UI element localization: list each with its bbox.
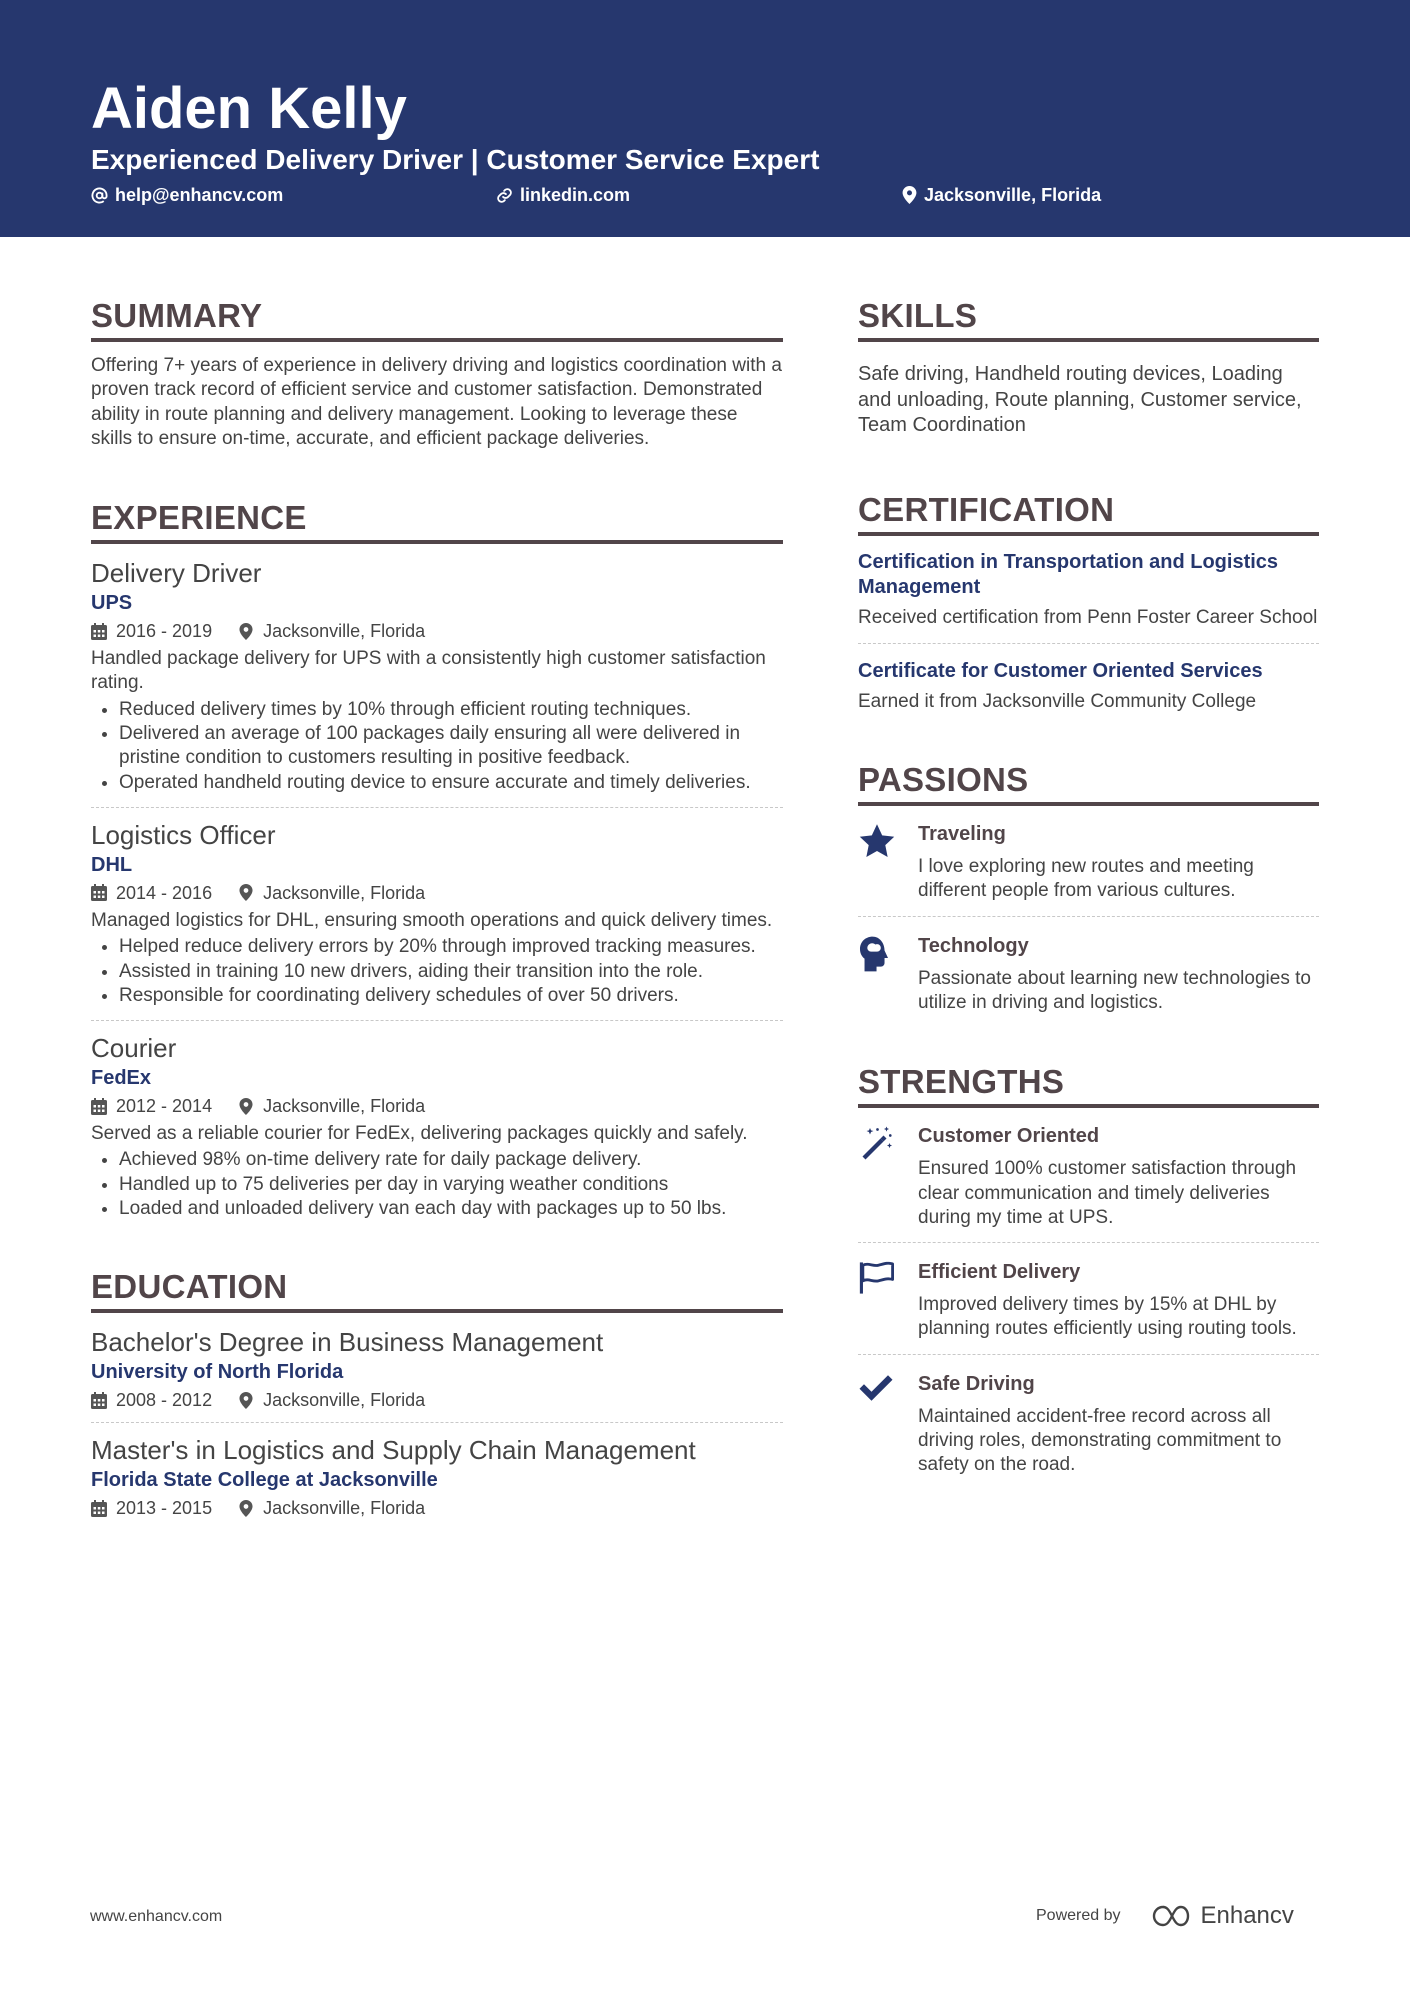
divider bbox=[91, 807, 783, 808]
education-heading: EDUCATION bbox=[91, 1267, 783, 1313]
bullet-item: • Achieved 98% on-time delivery rate for daily package delivery. bbox=[119, 1148, 783, 1172]
calendar-icon bbox=[91, 1392, 107, 1409]
candidate-title: Experienced Delivery Driver | Customer Service Expert bbox=[91, 144, 820, 175]
education-dates: 2008 - 2012 bbox=[116, 1390, 213, 1411]
certification-title: Certification in Transportation and Logistics Management bbox=[858, 550, 1279, 598]
experience-item bbox=[91, 557, 783, 795]
strength-title: Efficient Delivery bbox=[918, 1261, 1081, 1284]
experience-item bbox=[91, 819, 783, 1008]
location-pin-icon bbox=[239, 884, 253, 901]
company-name: UPS bbox=[91, 592, 133, 615]
calendar-icon bbox=[91, 623, 107, 640]
calendar-icon bbox=[91, 884, 107, 901]
degree-title: Master's in Logistics and Supply Chain Management bbox=[91, 1435, 696, 1466]
powered-by-label: Powered by bbox=[1036, 1907, 1121, 1924]
bullet-item: • Reduced delivery times by 10% through efficient routing techniques. bbox=[119, 698, 783, 722]
bullet-item: • Loaded and unloaded delivery van each day with packages up to 50 lbs. bbox=[119, 1197, 783, 1221]
divider bbox=[858, 916, 1319, 917]
passion-title: Technology bbox=[918, 934, 1029, 957]
certification-title: Certificate for Customer Oriented Services bbox=[858, 659, 1263, 682]
left-column bbox=[91, 296, 783, 1524]
divider bbox=[91, 1422, 783, 1423]
checkmark-icon bbox=[858, 1373, 894, 1403]
strength-desc: Improved delivery times by 15% at DHL by planning routes efficiently using routing tools. bbox=[918, 1294, 1297, 1340]
at-icon bbox=[91, 187, 108, 204]
divider bbox=[91, 1020, 783, 1021]
passion-desc: I love exploring new routes and meeting different people from various cultures. bbox=[918, 856, 1254, 902]
education-location: Jacksonville, Florida bbox=[263, 1390, 426, 1411]
strength-item bbox=[858, 1122, 1319, 1230]
education-meta bbox=[91, 1388, 783, 1412]
strengths-heading: STRENGTHS bbox=[858, 1062, 1319, 1108]
footer-website[interactable]: www.enhancv.com bbox=[90, 1908, 223, 1925]
strength-item bbox=[858, 1258, 1319, 1342]
company-name: DHL bbox=[91, 853, 133, 876]
location-pin-icon bbox=[239, 623, 253, 640]
job-description: Handled package delivery for UPS with a consistently high customer satisfaction rating. bbox=[91, 648, 766, 694]
divider bbox=[858, 643, 1319, 644]
strength-title: Safe Driving bbox=[918, 1372, 1035, 1395]
job-bullets bbox=[91, 698, 783, 795]
calendar-icon bbox=[91, 1098, 107, 1115]
job-meta bbox=[91, 619, 783, 643]
bullet-item: • Operated handheld routing device to ensure accurate and timely deliveries. bbox=[119, 771, 783, 795]
strength-desc: Maintained accident-free record across all driving roles, demonstrating commitment to safety on the road. bbox=[918, 1405, 1282, 1476]
skills-text: Safe driving, Handheld routing devices, Loading and unloading, Route planning, Customer service, Team Coordination bbox=[858, 363, 1302, 436]
passion-item bbox=[858, 932, 1319, 1016]
job-dates: 2012 - 2014 bbox=[116, 1096, 213, 1117]
job-title: Courier bbox=[91, 1033, 177, 1064]
strength-item bbox=[858, 1370, 1319, 1478]
bullet-item: • Delivered an average of 100 packages daily ensuring all were delivered in pristine condition to customers resulting in positive feedback. bbox=[119, 722, 783, 771]
skills-heading: SKILLS bbox=[858, 296, 1319, 342]
job-dates: 2014 - 2016 bbox=[116, 882, 213, 903]
certification-desc: Earned it from Jacksonville Community College bbox=[858, 690, 1257, 712]
job-meta bbox=[91, 1094, 783, 1118]
education-item bbox=[91, 1326, 783, 1412]
flag-icon bbox=[858, 1261, 896, 1295]
divider bbox=[858, 1242, 1319, 1243]
passion-item bbox=[858, 820, 1319, 904]
email-text: help@enhancv.com bbox=[115, 185, 284, 205]
summary-heading: SUMMARY bbox=[91, 296, 783, 342]
right-column bbox=[858, 296, 1319, 1478]
job-bullets bbox=[91, 935, 783, 1008]
job-location: Jacksonville, Florida bbox=[263, 621, 426, 642]
link-icon bbox=[496, 187, 513, 204]
experience-heading: EXPERIENCE bbox=[91, 498, 783, 544]
contact-location bbox=[902, 183, 1101, 207]
job-dates: 2016 - 2019 bbox=[116, 621, 213, 642]
enhancv-logo-icon bbox=[1149, 1903, 1195, 1929]
certification-item bbox=[858, 659, 1319, 714]
strength-title: Customer Oriented bbox=[918, 1125, 1100, 1148]
passion-title: Traveling bbox=[918, 823, 1006, 846]
experience-item bbox=[91, 1032, 783, 1221]
resume-header bbox=[0, 0, 1410, 237]
location-pin-icon bbox=[239, 1392, 253, 1409]
school-name: University of North Florida bbox=[91, 1361, 344, 1384]
education-meta bbox=[91, 1496, 783, 1520]
education-dates: 2013 - 2015 bbox=[116, 1498, 213, 1519]
divider bbox=[858, 1354, 1319, 1355]
certification-item bbox=[858, 550, 1319, 630]
location-pin-icon bbox=[239, 1500, 253, 1517]
school-name: Florida State College at Jacksonville bbox=[91, 1469, 438, 1492]
certification-heading: CERTIFICATION bbox=[858, 490, 1319, 536]
star-icon bbox=[858, 823, 896, 859]
location-text: Jacksonville, Florida bbox=[924, 185, 1102, 205]
contact-linkedin[interactable] bbox=[496, 183, 630, 207]
bullet-item: • Assisted in training 10 new drivers, aiding their transition into the role. bbox=[119, 960, 783, 984]
job-location: Jacksonville, Florida bbox=[263, 1096, 426, 1117]
footer-branding bbox=[1036, 1902, 1294, 1930]
job-bullets bbox=[91, 1148, 783, 1221]
job-title: Delivery Driver bbox=[91, 558, 262, 589]
linkedin-text: linkedin.com bbox=[520, 185, 631, 205]
job-description: Served as a reliable courier for FedEx, delivering packages quickly and safely. bbox=[91, 1123, 748, 1145]
job-title: Logistics Officer bbox=[91, 819, 276, 850]
job-meta bbox=[91, 881, 783, 905]
education-item bbox=[91, 1434, 783, 1520]
job-location: Jacksonville, Florida bbox=[263, 882, 426, 903]
certification-desc: Received certification from Penn Foster Career School bbox=[858, 606, 1318, 628]
education-location: Jacksonville, Florida bbox=[263, 1498, 426, 1519]
degree-title: Bachelor's Degree in Business Management bbox=[91, 1327, 604, 1358]
location-pin-icon bbox=[902, 186, 917, 204]
bullet-item: • Responsible for coordinating delivery schedules of over 50 drivers. bbox=[119, 984, 783, 1008]
bullet-item: • Helped reduce delivery errors by 20% through improved tracking measures. bbox=[119, 935, 783, 959]
company-name: FedEx bbox=[91, 1067, 152, 1090]
summary-text: Offering 7+ years of experience in delivery driving and logistics coordination with a proven track record of efficient service and customer satisfaction. Demonstrated ability in route planning and delivery management. Looking to leverage these skills to ensure on-time, accurate, and efficient package deliveries. bbox=[91, 355, 782, 449]
bullet-item: • Handled up to 75 deliveries per day in varying weather conditions bbox=[119, 1173, 783, 1197]
location-pin-icon bbox=[239, 1098, 253, 1115]
enhancv-brand: Enhancv bbox=[1200, 1902, 1294, 1929]
strength-desc: Ensured 100% customer satisfaction through clear communication and timely deliveries during my time at UPS. bbox=[918, 1158, 1297, 1228]
head-brain-icon bbox=[858, 935, 890, 973]
job-description: Managed logistics for DHL, ensuring smooth operations and quick delivery times. bbox=[91, 909, 773, 931]
calendar-icon bbox=[91, 1500, 107, 1517]
magic-wand-icon bbox=[858, 1125, 894, 1161]
passion-desc: Passionate about learning new technologies to utilize in driving and logistics. bbox=[918, 967, 1311, 1013]
contact-email[interactable] bbox=[91, 183, 283, 207]
candidate-name: Aiden Kelly bbox=[91, 76, 407, 141]
passions-heading: PASSIONS bbox=[858, 760, 1319, 806]
